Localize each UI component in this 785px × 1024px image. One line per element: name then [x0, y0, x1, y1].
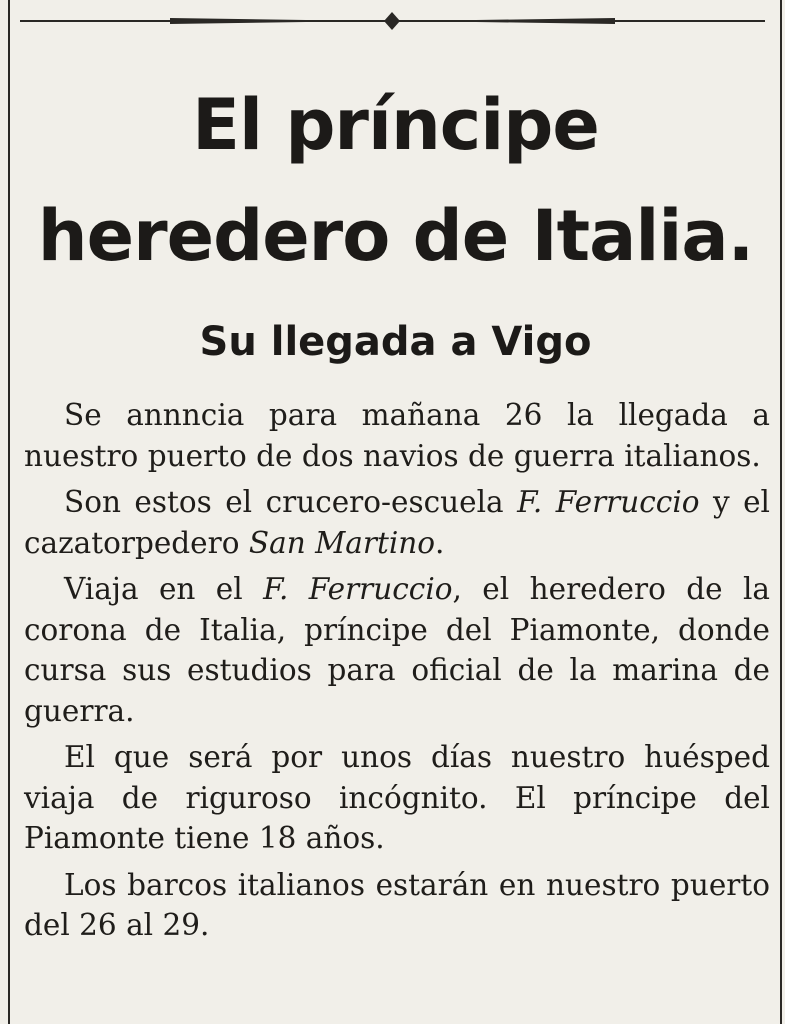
paragraph — [24, 482, 770, 563]
paragraph — [24, 395, 770, 476]
column-rule-left — [8, 0, 10, 1024]
paragraph-text: Los barcos italianos estarán en nuestro puerto del 26 al 29. — [24, 867, 770, 942]
paragraph-text: , el heredero de la corona de Italia, príncipe del Piamonte, donde cursa sus estudios para oficial de la marina de guerra. — [24, 572, 770, 728]
column-rule-right — [780, 0, 782, 1024]
paragraph — [24, 569, 770, 731]
paragraph-text: El que será por unos días nuestro huésped viaja de riguroso incógnito. El príncipe del Piamonte tiene 18 años. — [24, 740, 770, 855]
headline: El príncipe heredero de Italia. — [37, 84, 754, 277]
paragraph-text: y el cazatorpedero — [24, 485, 770, 560]
ship-name: F. Ferruccio — [517, 485, 700, 519]
paragraph-text: Son estos el crucero-escuela — [64, 485, 518, 519]
article-body — [24, 395, 770, 946]
paragraph-text: Viaja en el — [64, 572, 264, 606]
ship-name: San Martino — [248, 525, 436, 560]
subheadline: Su llegada a Vigo — [199, 319, 592, 365]
paragraph — [24, 865, 770, 946]
ornamental-rule — [20, 10, 765, 32]
paragraph — [24, 737, 770, 859]
paragraph-text: . — [435, 525, 445, 560]
ship-name: F. Ferruccio — [263, 572, 453, 606]
paragraph-text: Se annncia para mañana 26 la llegada a nuestro puerto de dos navios de guerra italianos. — [24, 398, 770, 473]
